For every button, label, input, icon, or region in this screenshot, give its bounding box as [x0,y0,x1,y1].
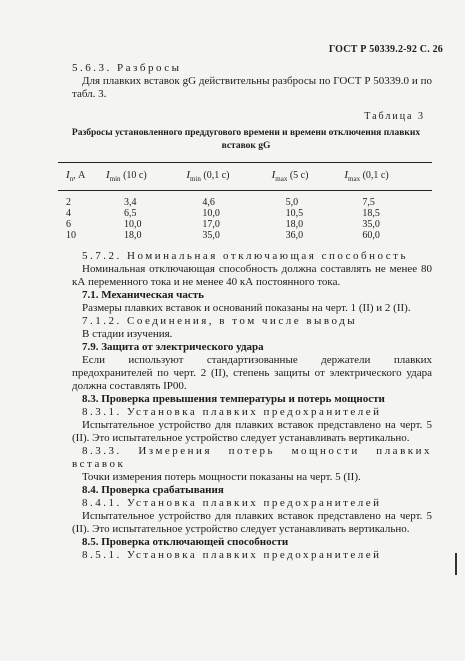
table-row [58,191,432,209]
table-cell: 7,5 [362,197,375,208]
section-8-4-1-text: Испытательное устройство для плавких вставок представлено на черт. 5 (II). Это испытательное устройство следует устанавливать вертикально. [72,510,432,535]
section-title: 5.7.2. Номинальная отключающая способность [82,250,409,262]
table-cell: 17,0 [202,219,220,230]
page-header: ГОСТ Р 50339.2-92 С. 26 [328,44,443,55]
table-cell: 18,5 [362,208,380,219]
col-header: $I_{max}$ (5 с) [272,163,345,191]
section-text: Номинальная отключающая способность должна составлять не менее 80 кА переменного тока и не менее 40 кА постоянного тока. [72,263,432,288]
table-cell: 36,0 [285,230,304,241]
table-cell: 35,0 [362,219,380,230]
col-header: $I_{min}$ (10 с) [106,163,186,191]
table-cell: 35,0 [202,230,220,241]
table-cell: 10,0 [124,219,142,230]
col-header: $I_{min}$ (0,1 с) [186,163,271,191]
table-cell: 4,6 [202,197,215,208]
margin-mark [455,553,457,575]
section-8-3-1-title: 8.3.1. Установка плавких предохранителей [82,406,382,418]
table-header-row [58,163,432,191]
section-8-3-3-text: Точки измерения потерь мощности показаны на черт. 5 (II). [82,471,361,483]
table-3 [58,162,432,241]
section-8-4-title: 8.4. Проверка срабатывания [82,484,224,496]
table-cell: 10 [66,230,76,241]
table-cell: 4 [66,208,71,219]
table-caption: Разбросы установленного преддугового времени и времени отключения плавких вставок gG [71,128,421,151]
table-cell: 3,4 [124,197,137,208]
section-7-9-title: 7.9. Защита от электрического удара [82,341,264,353]
section-7-1-title: 7.1. Механическая часть [82,289,204,301]
table-cell: 18,0 [124,230,142,241]
table-cell: 6,5 [124,208,137,219]
table-row [58,208,432,219]
section-8-3-1-text: Испытательное устройство для плавких вставок представлено на черт. 5 (II). Это испытательное устройство следует устанавливать вертикально. [72,419,432,444]
section-7-9-text: Если используют стандартизованные держатели плавких предохранителей по черт. 2 (II), степень защиты от электрического удара должна составлять IP00. [72,354,432,392]
table-cell: 2 [66,197,71,208]
col-header: $I_{max}$ (0,1 с) [344,163,432,191]
table-cell: 10,5 [285,208,304,219]
table-row [58,219,432,230]
section-7-1-text: Размеры плавких вставок и оснований показаны на черт. 1 (II) и 2 (II). [82,302,411,314]
section-8-5-title: 8.5. Проверка отключающей способности [82,536,289,548]
section-text: Для плавких вставок gG действительны разбросы по ГОСТ Р 50339.0 и по табл. 3. [72,75,432,100]
table-cell: 6 [66,219,71,230]
table-cell: 18,0 [285,219,304,230]
table-row [58,230,432,241]
section-5-6-3 [72,62,432,101]
col-header: $I_n$, А [58,163,106,191]
section-8-4-1-title: 8.4.1. Установка плавких предохранителей [82,497,382,509]
section-title: 5.6.3. Разбросы [72,62,182,74]
section-7-1-2-text: В стадии изучения. [82,328,173,340]
section-7-1-2-title: 7.1.2. Соединения, в том числе выводы [82,315,358,327]
table-cell: 10,0 [202,208,220,219]
table-cell: 5,0 [285,197,299,208]
table-label: Таблица 3 [364,111,425,122]
section-8-3-3-title: 8.3.3. Измерения потерь мощности плавких вставок [72,445,432,470]
table-cell: 60,0 [362,230,380,241]
section-8-3-title: 8.3. Проверка превышения температуры и потерь мощности [82,393,385,405]
section-8-5-1-title: 8.5.1. Установка плавких предохранителей [82,549,382,561]
section-5-7-2 [72,250,432,562]
